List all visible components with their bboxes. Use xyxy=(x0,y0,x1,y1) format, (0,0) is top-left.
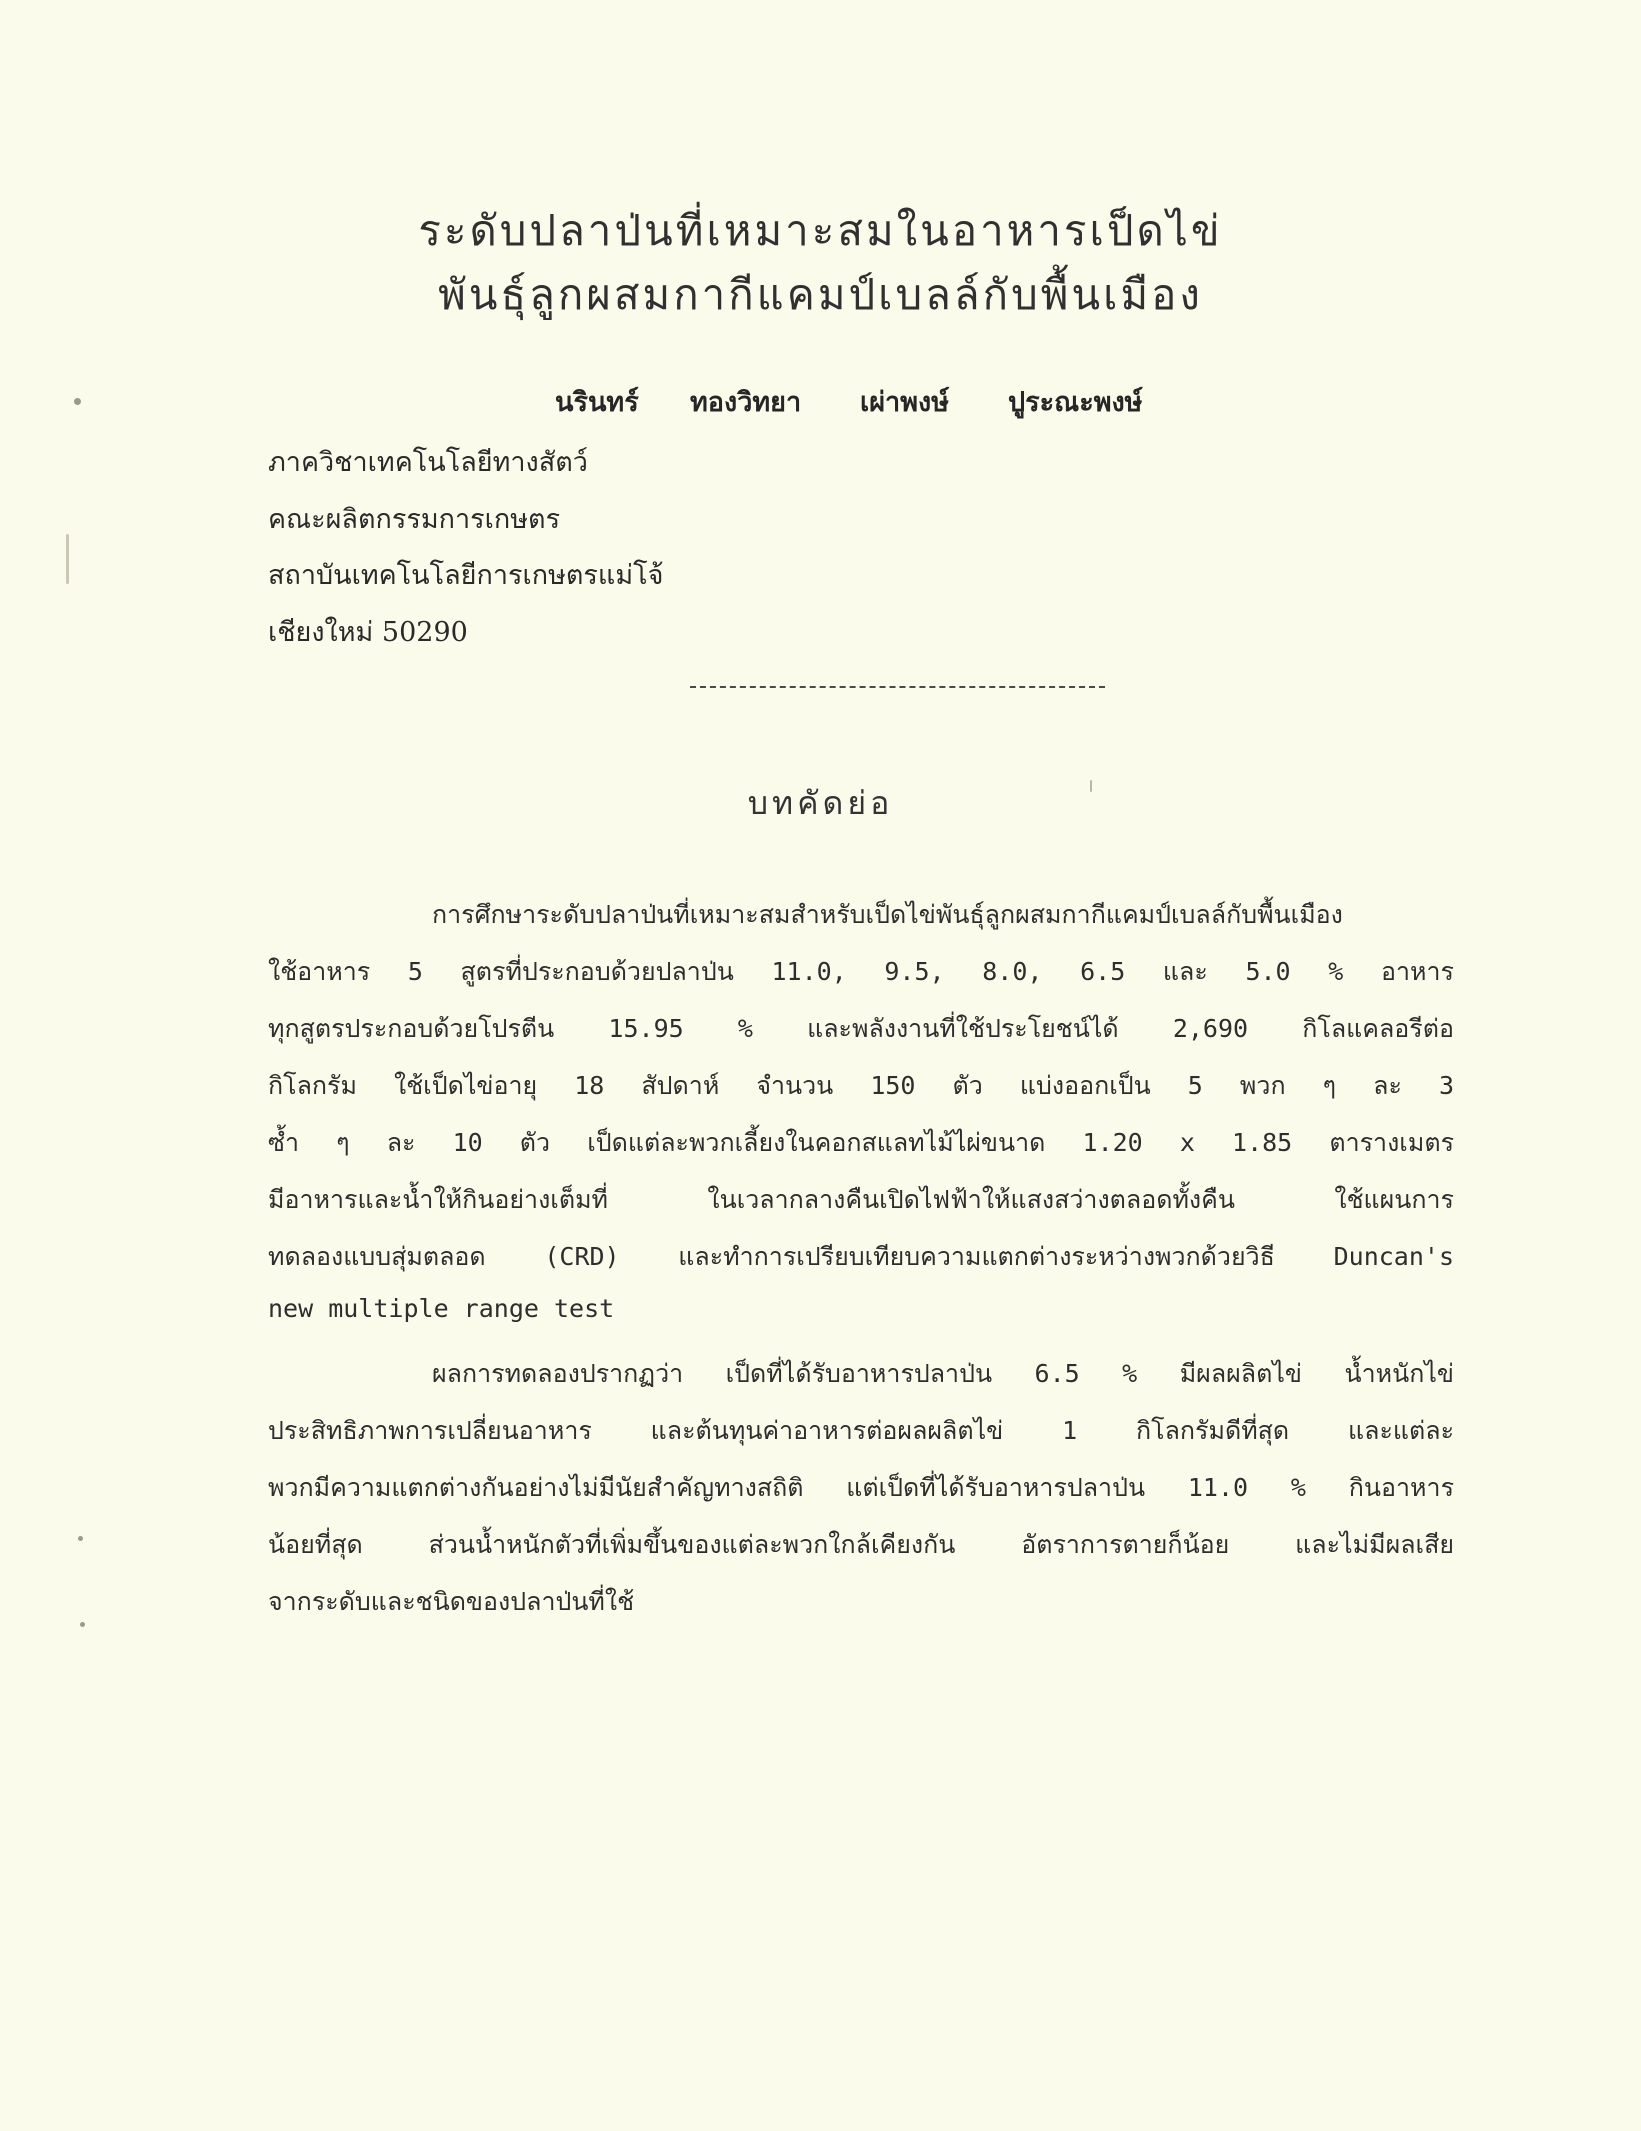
author-1-first-name: นรินทร์ xyxy=(555,387,639,418)
abstract-p2-line: ผลการทดลองปรากฏว่า เป็ดที่ได้รับอาหารปลาป่น 6.5 % มีผลผลิตไข่ น้ำหนักไข่ xyxy=(432,1359,1454,1388)
affiliation-city-postcode: เชียงใหม่ 50290 xyxy=(268,617,468,648)
abstract-heading: บทคัดย่อ xyxy=(747,784,894,822)
title-line-2: พันธุ์ลูกผสมกากีแคมป์เบลล์กับพื้นเมือง xyxy=(438,270,1203,319)
abstract-p1-line: ใช้อาหาร 5 สูตรที่ประกอบด้วยปลาป่น 11.0, 9.5, 8.0, 6.5 และ 5.0 % อาหาร xyxy=(268,957,1454,986)
abstract-p2-line: ประสิทธิภาพการเปลี่ยนอาหาร และต้นทุนค่าอาหารต่อผลผลิตไข่ 1 กิโลกรัมดีที่สุด และแต่ละ xyxy=(268,1416,1454,1445)
abstract-p2-line: น้อยที่สุด ส่วนน้ำหนักตัวที่เพิ่มขึ้นของแต่ละพวกใกล้เคียงกัน อัตราการตายก็น้อย และไม่มีผลเสีย xyxy=(268,1530,1454,1559)
abstract-p1-line: มีอาหารและน้ำให้กินอย่างเต็มที่ ในเวลากลางคืนเปิดไฟฟ้าให้แสงสว่างตลอดทั้งคืน ใช้แผนการ xyxy=(268,1185,1454,1214)
scan-mark xyxy=(66,534,69,584)
title-line-1: ระดับปลาป่นที่เหมาะสมในอาหารเป็ดไข่ xyxy=(418,206,1223,255)
abstract-p2-line: พวกมีความแตกต่างกันอย่างไม่มีนัยสำคัญทางสถิติ แต่เป็ดที่ได้รับอาหารปลาป่น 11.0 % กินอาหาร xyxy=(268,1473,1454,1502)
affiliation-department: ภาควิชาเทคโนโลยีทางสัตว์ xyxy=(268,447,588,478)
abstract-p1-line: ทุกสูตรประกอบด้วยโปรตีน 15.95 % และพลังงานที่ใช้ประโยชน์ได้ 2,690 กิโลแคลอรีต่อ xyxy=(268,1014,1454,1043)
abstract-p1-line: ทดลองแบบสุ่มตลอด (CRD) และทำการเปรียบเทียบความแตกต่างระหว่างพวกด้วยวิธี Duncan's xyxy=(268,1242,1454,1271)
scan-speck xyxy=(80,1622,85,1627)
abstract-p1-line: การศึกษาระดับปลาป่นที่เหมาะสมสำหรับเป็ดไข่พันธุ์ลูกผสมกากีแคมป์เบลล์กับพื้นเมือง xyxy=(432,900,1343,929)
author-line xyxy=(555,380,1142,423)
abstract-p1-line: กิโลกรัม ใช้เป็ดไข่อายุ 18 สัปดาห์ จำนวน 150 ตัว แบ่งออกเป็น 5 พวก ๆ ละ 3 xyxy=(268,1071,1454,1100)
abstract-p1-line: ซ้ำ ๆ ละ 10 ตัว เป็ดแต่ละพวกเลี้ยงในคอกสแลทไม้ไผ่ขนาด 1.20 x 1.85 ตารางเมตร xyxy=(268,1128,1454,1157)
section-divider xyxy=(690,686,1105,688)
scan-speck xyxy=(78,1536,83,1541)
affiliation-faculty: คณะผลิตกรรมการเกษตร xyxy=(268,504,561,535)
scan-speck xyxy=(74,398,81,405)
abstract-p1-line: new multiple range test xyxy=(268,1294,615,1323)
author-2-last-name: ปูระณะพงษ์ xyxy=(1008,387,1143,418)
author-2-first-name: เผ่าพงษ์ xyxy=(860,387,949,418)
scan-mark xyxy=(1090,780,1092,792)
author-1-last-name: ทองวิทยา xyxy=(690,387,802,418)
affiliation-institute: สถาบันเทคโนโลยีการเกษตรแม่โจ้ xyxy=(268,560,664,591)
abstract-p2-line: จากระดับและชนิดของปลาป่นที่ใช้ xyxy=(268,1587,635,1616)
